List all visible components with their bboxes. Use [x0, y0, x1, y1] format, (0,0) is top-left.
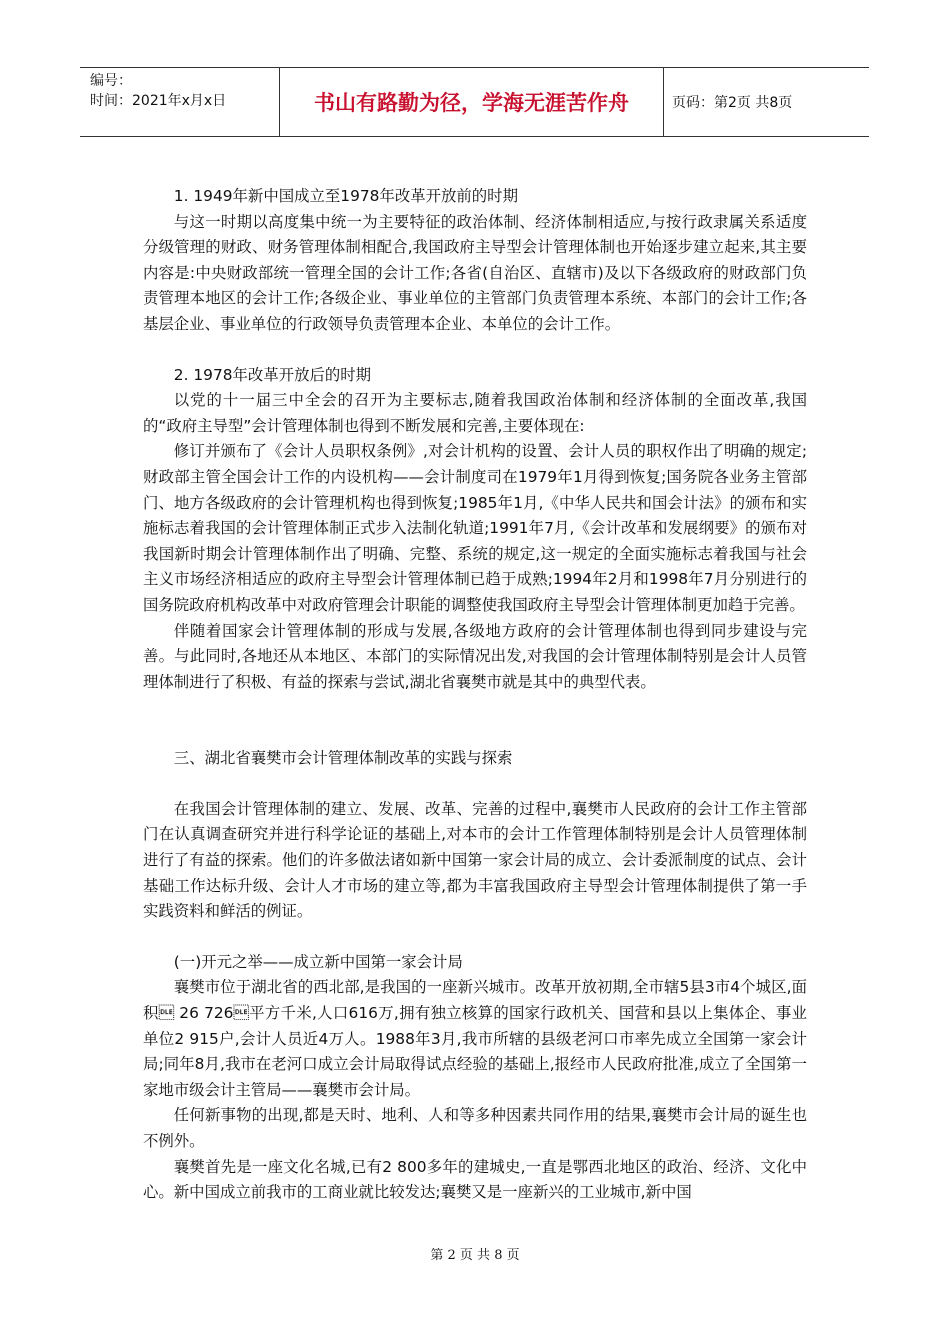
paragraph: 以党的十一届三中全会的召开为主要标志,随着我国政治体制和经济体制的全面改革,我国的“政府主导型”会计管理体制也得到不断发展和完善,主要体现在:: [143, 391, 807, 435]
header-page-number: 页码：第2页 共8页: [672, 95, 793, 111]
paragraph: 与这一时期以高度集中统一为主要特征的政治体制、经济体制相适应,与按行政隶属关系适度分级管理的财政、财务管理体制相配合,我国政府主导型会计管理体制也开始逐步建立起来,其主要内容是:中央财政部统一管理全国的会计工作;各省(自治区、直辖市)及以下各级政府的财政部门负责管理本地区的会计工作;各级企业、事业单位的主管部门负责管理本系统、本部门的会计工作;各基层企业、事业单位的行政领导负责管理本企业、本单位的会计工作。: [143, 212, 807, 333]
header-motto: 书山有路勤为径，学海无涯苦作舟: [280, 68, 664, 136]
paragraph: 襄樊市位于湖北省的西北部,是我国的一座新兴城市。改革开放初期,全市辖5县3市4个城区,面积 26 726平方千米,人口616万,拥有独立核算的国家行政机关、国营和县以上集体企、事业单位2 915户,会计人员近4万人。1988年3月,我市所辖的县级老河口市率先成立全国第一家会计局;同年8月,我市在老河口成立会计局取得试点经验的基础上,报经市人民政府批准,成立了全国第一家地市级会计主管局——襄樊市会计局。: [143, 978, 807, 1099]
paragraph: 修订并颁布了《会计人员职权条例》,对会计机构的设置、会计人员的职权作出了明确的规定;财政部主管全国会计工作的内设机构——会计制度司在1979年1月得到恢复;国务院各业务主管部门、地方各级政府的会计管理机构也得到恢复;1985年1月,《中华人民共和国会计法》的颁布和实施标志着我国的会计管理体制正式步入法制化轨道;1991年7月,《会计改革和发展纲要》的颁布对我国新时期会计管理体制作出了明确、完整、系统的规定,这一规定的全面实施标志着我国与社会主义市场经济相适应的政府主导型会计管理体制已趋于成熟;1994年2月和1998年7月分别进行的国务院政府机构改革中对政府管理会计职能的调整使我国政府主导型会计管理体制更加趋于完善。: [143, 442, 807, 614]
section-heading: 2. 1978年改革开放后的时期: [173, 365, 372, 384]
header-info: [80, 68, 280, 136]
page-footer: 第 2 页 共 8 页: [430, 1248, 520, 1263]
subsection-heading: (一)开元之举——成立新中国第一家会计局: [173, 952, 463, 971]
doc-time: 时间：2021年x月x日: [90, 93, 227, 109]
doc-number: 编号：: [90, 73, 132, 89]
paragraph: 任何新事物的出现,都是天时、地利、人和等多种因素共同作用的结果,襄樊市会计局的诞生也不例外。: [143, 1106, 807, 1150]
section-heading: 1. 1949年新中国成立至1978年改革开放前的时期: [173, 187, 518, 205]
page-header: [80, 67, 869, 137]
paragraph: 伴随着国家会计管理体制的形成与发展,各级地方政府的会计管理体制也得到同步建设与完善。与此同时,各地还从本地区、本部门的实际情况出发,对我国的会计管理体制特别是会计人员管理体制进行了积极、有益的探索与尝试,湖北省襄樊市就是其中的典型代表。: [143, 621, 807, 691]
chapter-heading: 三、湖北省襄樊市会计管理体制改革的实践与探索: [173, 749, 513, 768]
document-body: [143, 184, 807, 1206]
paragraph: 在我国会计管理体制的建立、发展、改革、完善的过程中,襄樊市人民政府的会计工作主管部门在认真调查研究并进行科学论证的基础上,对本市的会计工作管理体制特别是会计人员管理体制进行了有益的探索。他们的许多做法诸如新中国第一家会计局的成立、会计委派制度的试点、会计基础工作达标升级、会计人才市场的建立等,都为丰富我国政府主导型会计管理体制提供了第一手实践资料和鲜活的例证。: [143, 799, 807, 921]
paragraph: 襄樊首先是一座文化名城,已有2 800多年的建城史,一直是鄂西北地区的政治、经济、文化中心。新中国成立前我市的工商业就比较发达;襄樊又是一座新兴的工业城市,新中国: [143, 1157, 807, 1202]
